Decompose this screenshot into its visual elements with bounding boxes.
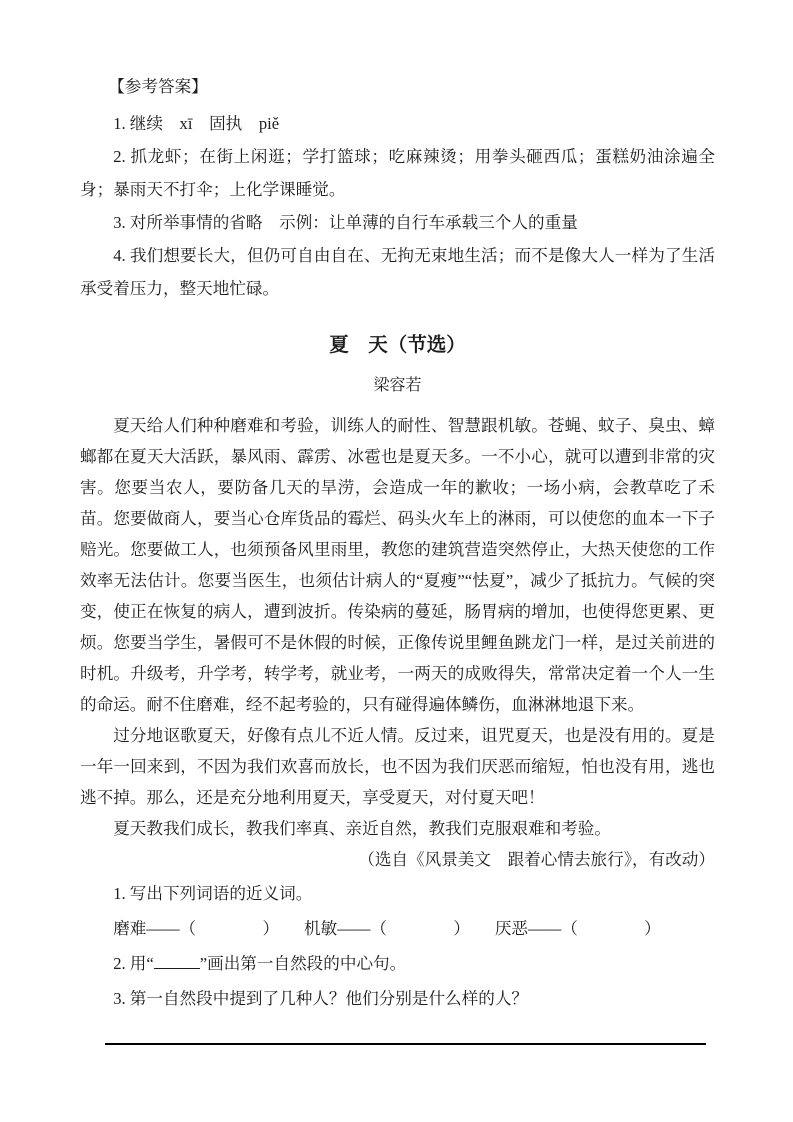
question-3: 3. 第一自然段中提到了几种人？他们分别是什么样的人？ [113,989,529,1008]
question-2 [80,946,715,981]
question-1: 1. 写出下列词语的近义词。 [113,884,313,903]
essay-paragraph-1: 夏天给人们种种磨难和考验，训练人的耐性、智慧跟机敏。苍蝇、蚊子、臭虫、蟑螂都在夏天大活跃，暴风雨、霹雳、冰雹也是夏天多。一不小心，就可以遭到非常的灾害。您要当农人，要防备几天的旱涝，会造成一年的歉收；一场小病，会教草吃了禾苗。您要做商人，要当心仓库货品的霉烂、码头火车上的淋雨，可以使您的血本一下子赔光。您要做工人，也须预备风里雨里，教您的建筑营造突然停止，大热天使您的工作效率无法估计。您要当医生，也须估计病人的“夏瘦”“怯夏”，减少了抵抗力。气候的突变，使正在恢复的病人，遭到波折。传染病的蔓延，肠胃病的增加，也使得您更累、更烦。您要当学生，暑假可不是休假的时候，正像传说里鲤鱼跳龙门一样，是过关前进的时机。升级考，升学考，转学考，就业考，一两天的成败得失，常常决定着一个人一生的命运。耐不住磨难，经不起考验的，只有碰得遍体鳞伤，血淋淋地退下来。 [80,416,715,714]
question-2-suffix: ”画出第一自然段的中心句。 [199,954,407,973]
essay-paragraph-3: 夏天教我们成长，教我们率真、亲近自然，教我们克服艰难和考验。 [113,819,611,838]
essay-author: 梁容若 [373,377,422,394]
answer-item-3: 3. 对所举事情的省略 示例：让单薄的自行车承载三个人的重量 [113,213,578,232]
essay-title: 夏 天（节选） [329,335,466,356]
question-1-synonym-blanks: 磨难——（ ） 机敏——（ ） 厌恶——（ ） [113,919,661,938]
source-citation: （选自《风景美文 跟着心情去旅行》，有改动） [358,850,715,869]
question-2-prefix: 2. 用“ [113,954,154,973]
essay-paragraph-2: 过分地讴歌夏天，好像有点儿不近人情。反过来，诅咒夏天，也是没有用的。夏是一年一回来到，不因为我们欢喜而放长，也不因为我们厌恶而缩短，怕也没有用，逃也逃不掉。那么，还是充分地利用夏天，享受夏天，对付夏天吧！ [80,726,715,807]
underline-blank [154,953,200,969]
footer-divider [105,1043,706,1045]
answers-heading: 【参考答案】 [108,77,208,96]
answer-item-1: 1. 继续 xī 固执 piě [113,114,280,133]
answer-item-2: 2. 抓龙虾；在街上闲逛；学打篮球；吃麻辣烫；用拳头砸西瓜；蛋糕奶油涂遍全身；暴雨天不打伞；上化学课睡觉。 [80,147,715,199]
answer-item-4: 4. 我们想要长大，但仍可自由自在、无拘无束地生活；而不是像大人一样为了生活承受着压力，整天地忙碌。 [80,246,715,298]
